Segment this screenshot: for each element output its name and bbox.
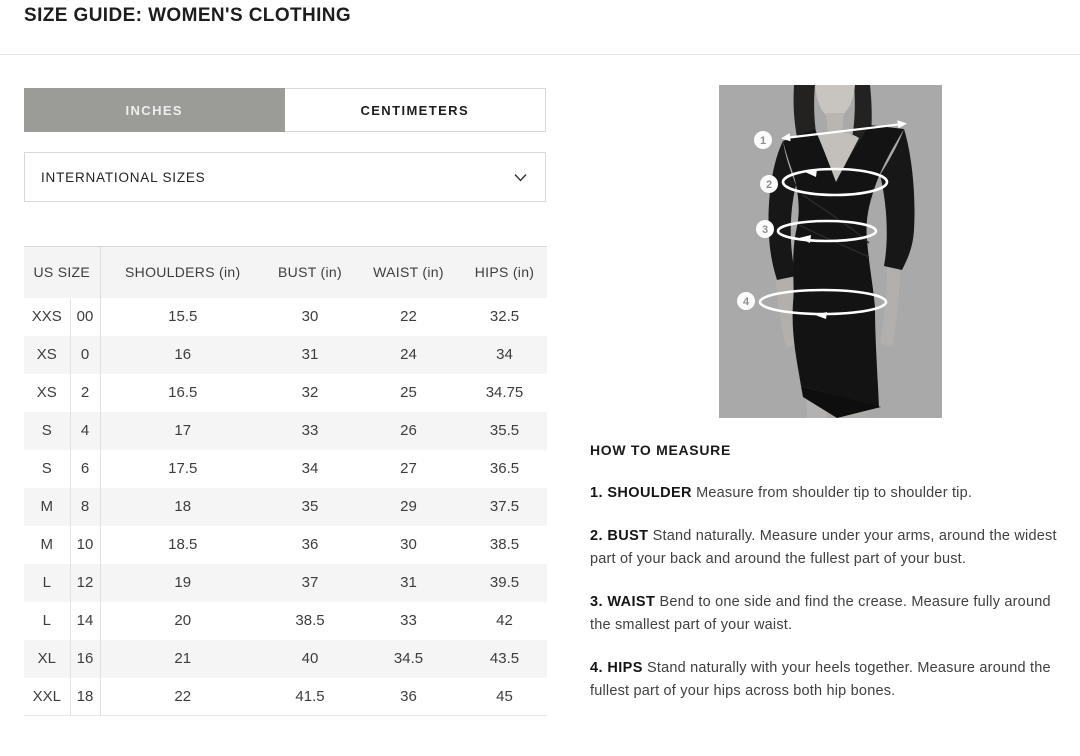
cell-size_number: 12 [70,564,100,602]
cell-shoulders: 18.5 [168,536,198,553]
cell-shoulders: 18 [174,498,192,515]
cell-shoulders: 22 [100,678,265,716]
table-row [24,640,547,678]
measure-step: 3. WAIST Bend to one side and find the crease. Measure fully around the smallest part of your waist. [590,594,1051,633]
measurement-figure [719,85,942,418]
cell-bust: 37 [301,574,319,591]
cell-size_number: 18 [70,678,100,716]
cell-bust: 36 [301,536,319,553]
tab-inches[interactable]: INCHES [24,88,285,132]
col-header-shoulders: SHOULDERS (in) [100,247,265,298]
table-header-row [24,247,547,298]
cell-shoulders: 16.5 [168,384,198,401]
cell-size_letter: XXS [24,298,70,336]
cell-size_letter: XXL [24,678,70,716]
measure-step-label: 1. SHOULDER [590,485,692,501]
unit-tabs [24,88,546,132]
cell-size_letter: L [24,564,70,602]
table-row [24,336,547,374]
svg-text:1: 1 [759,135,767,147]
cell-bust: 41.5 [265,678,355,716]
cell-size_letter: L [24,602,70,640]
cell-hips: 42 [496,612,513,629]
cell-waist: 34.5 [393,650,424,667]
how-to-measure-steps [590,470,1070,723]
table-row [24,450,547,488]
svg-text:3: 3 [761,224,769,236]
cell-size_number: 4 [70,412,100,450]
cell-shoulders: 15.5 [168,308,198,325]
cell-shoulders: 20 [174,612,192,629]
svg-text:2: 2 [765,179,773,191]
cell-size_letter: XL [24,640,70,678]
cell-size_letter: M [24,488,70,526]
cell-hips: 32.5 [489,308,520,325]
cell-size_number: 6 [70,450,100,488]
col-header-hips: HIPS (in) [462,247,547,298]
cell-waist: 25 [400,384,417,401]
cell-waist: 36 [355,678,462,716]
cell-bust: 38.5 [295,612,325,629]
cell-hips: 34.75 [485,384,524,401]
cell-shoulders: 19 [174,574,192,591]
cell-hips: 37.5 [489,498,520,515]
size-table-body [24,298,547,716]
measure-step-label: 4. HIPS [590,660,643,676]
measure-step-label: 2. BUST [590,528,649,544]
page-title: SIZE GUIDE: WOMEN'S CLOTHING [24,5,352,26]
cell-waist: 27 [400,460,417,477]
tab-centimeters[interactable]: CENTIMETERS [285,88,547,132]
cell-hips: 39.5 [489,574,520,591]
table-row [24,678,547,716]
size-table [24,246,547,716]
cell-size_number: 14 [70,602,100,640]
cell-bust: 35 [301,498,319,515]
cell-bust: 30 [301,308,319,325]
international-sizes-dropdown[interactable] [24,152,546,202]
page-header [0,0,1080,55]
chevron-down-icon [514,173,527,182]
col-header-us-size: US SIZE [24,247,100,298]
measure-step-label: 3. WAIST [590,594,656,610]
cell-size_number: 16 [70,640,100,678]
cell-size_letter: S [24,450,70,488]
how-to-measure-heading: HOW TO MEASURE [590,442,731,458]
dropdown-label: INTERNATIONAL SIZES [41,169,206,185]
cell-size_number: 00 [70,298,100,336]
table-row [24,526,547,564]
cell-waist: 22 [400,308,417,325]
cell-size_number: 10 [70,526,100,564]
cell-size_letter: XS [24,374,70,412]
cell-size_number: 0 [70,336,100,374]
col-header-bust: BUST (in) [265,247,355,298]
cell-bust: 32 [301,384,319,401]
cell-waist: 24 [400,346,417,363]
table-row [24,564,547,602]
cell-bust: 31 [301,346,319,363]
cell-bust: 34 [301,460,319,477]
cell-waist: 33 [400,612,417,629]
cell-hips: 38.5 [489,536,520,553]
cell-hips: 34 [496,346,513,363]
table-row [24,602,547,640]
cell-hips: 45 [462,678,547,716]
cell-hips: 43.5 [489,650,520,667]
col-header-waist: WAIST (in) [355,247,462,298]
table-row [24,374,547,412]
cell-size_letter: S [24,412,70,450]
cell-shoulders: 17 [174,422,192,439]
model-photo [719,85,942,418]
measure-point-4 [737,292,755,310]
cell-size_letter: M [24,526,70,564]
cell-waist: 26 [400,422,417,439]
measure-point-1 [754,131,772,149]
table-row [24,488,547,526]
cell-waist: 31 [400,574,417,591]
cell-shoulders: 17.5 [168,460,198,477]
cell-bust: 40 [301,650,319,667]
model-neck [826,113,844,133]
cell-hips: 35.5 [489,422,520,439]
cell-shoulders: 16 [174,346,192,363]
table-row [24,412,547,450]
cell-size_number: 8 [70,488,100,526]
cell-shoulders: 21 [174,650,192,667]
cell-size_number: 2 [70,374,100,412]
cell-hips: 36.5 [489,460,520,477]
table-row [24,298,547,336]
cell-size_letter: XS [24,336,70,374]
svg-text:4: 4 [742,296,750,308]
measure-step: 4. HIPS Stand naturally with your heels together. Measure around the fullest part of your hips across both hip bones. [590,660,1051,699]
cell-waist: 30 [400,536,417,553]
measure-point-2 [760,175,778,193]
measure-step: 2. BUST Stand naturally. Measure under your arms, around the widest part of your back and around the fullest part of your bust. [590,528,1057,567]
cell-waist: 29 [400,498,417,515]
measure-point-3 [756,220,774,238]
cell-bust: 33 [301,422,319,439]
measure-step: 1. SHOULDER Measure from shoulder tip to shoulder tip. [590,485,973,501]
